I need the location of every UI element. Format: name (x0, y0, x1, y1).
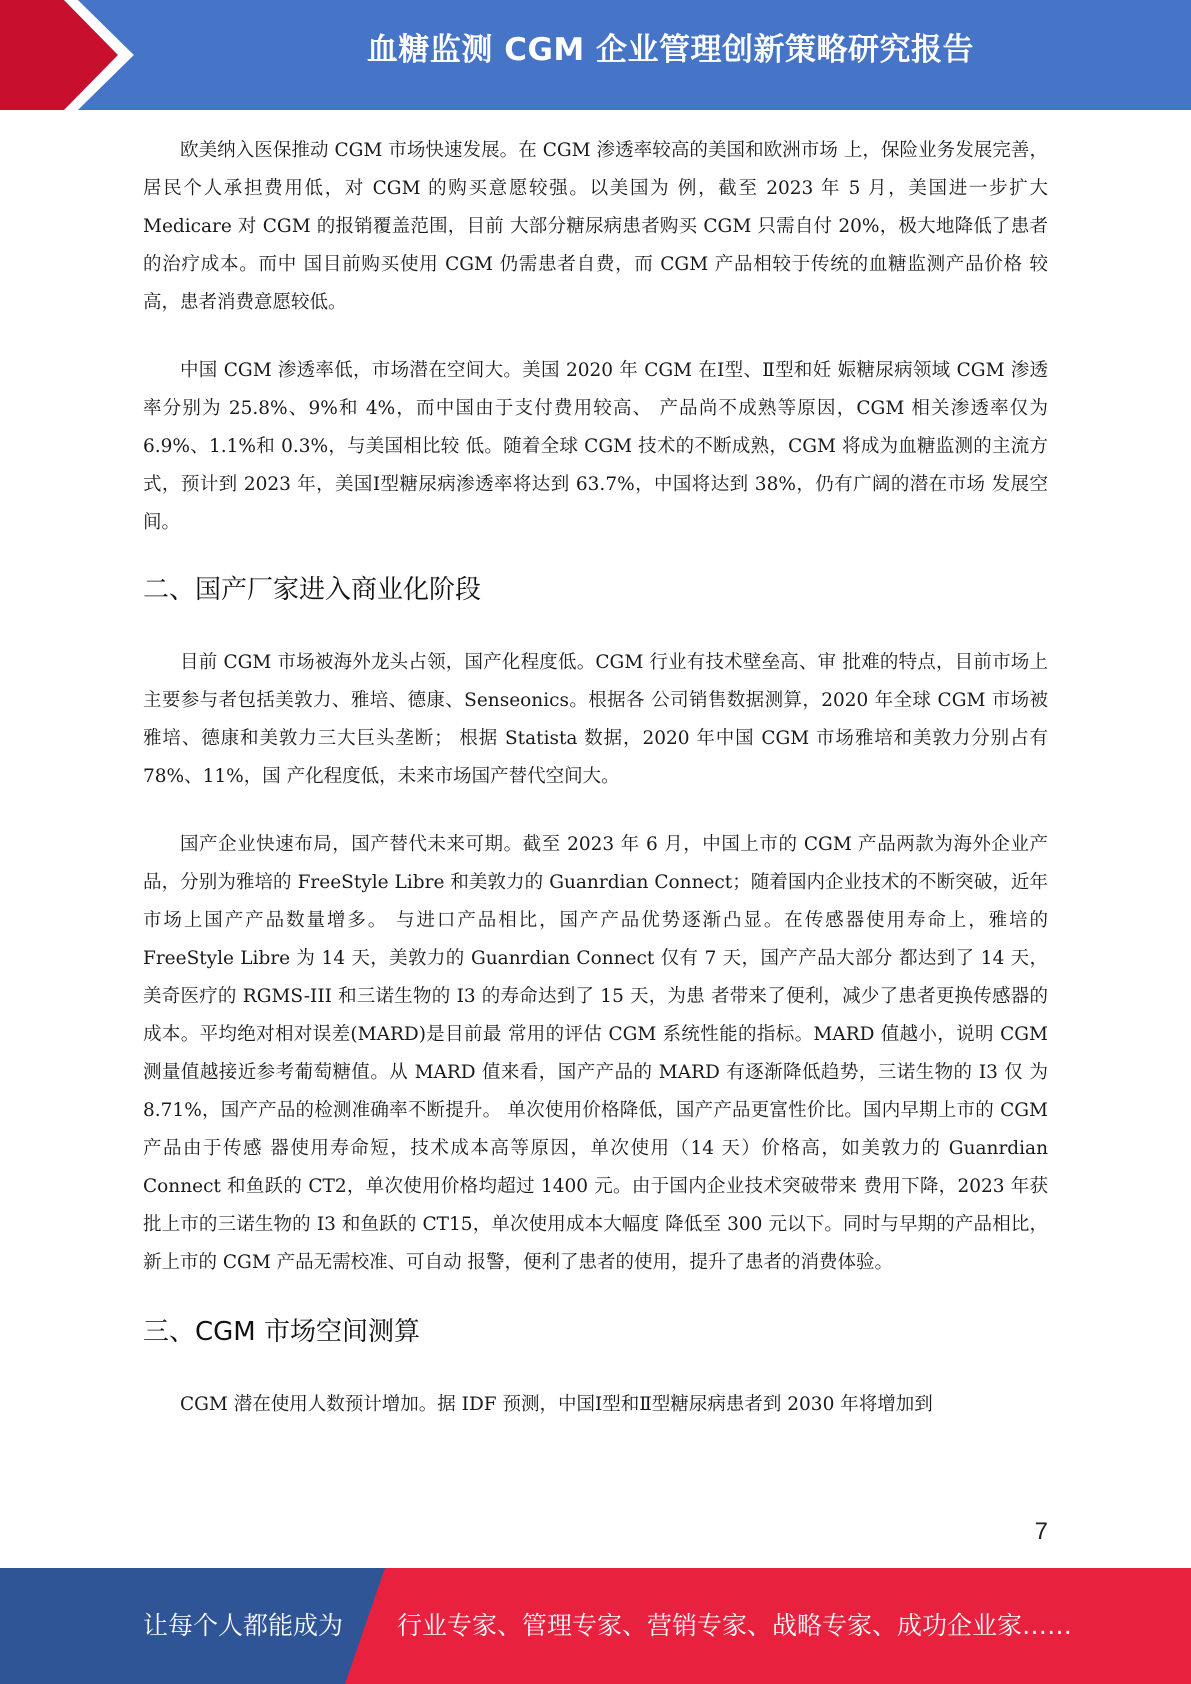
section-heading: 二、国产厂家进入商业化阶段 (143, 575, 482, 605)
paragraph: CGM 潜在使用人数预计增加。据 IDF 预测，中国Ⅰ型和Ⅱ型糖尿病患者到 2030 年将增加到 (180, 1394, 933, 1415)
section-heading: 三、CGM 市场空间测算 (143, 1317, 420, 1347)
header-arrow-decoration (0, 0, 150, 110)
page-footer (0, 1568, 1191, 1684)
footer-slogan-right: 行业专家、管理专家、营销专家、战略专家、成功企业家…… (397, 1611, 1073, 1640)
page-number: 7 (1034, 1518, 1048, 1545)
page-content (143, 132, 1048, 1424)
paragraph: 目前 CGM 市场被海外龙头占领，国产化程度低。CGM 行业有技术壁垒高、审 批难的特点，目前市场上主要参与者包括美敦力、雅培、德康、Senseonics。根据各 公司销售数据测算，2020 年全球 CGM 市场被雅培、德康和美敦力三大巨头垄断； 根据 Statista 数据，2020 年中国 CGM 市场雅培和美敦力分别占有 78%、11%，国 产化程度低，未来市场国产替代空间大。 (143, 652, 1048, 787)
footer-slogan-left: 让每个人都能成为 (143, 1611, 344, 1640)
paragraph: 中国 CGM 渗透率低，市场潜在空间大。美国 2020 年 CGM 在Ⅰ型、Ⅱ型和妊 娠糖尿病领域 CGM 渗透率分别为 25.8%、9%和 4%，而中国由于支付费用较高、 产品尚不成熟等原因，CGM 相关渗透率仅为 6.9%、1.1%和 0.3%，与美国相比较 低。随着全球 CGM 技术的不断成熟，CGM 将成为血糖监测的主流方式，预计到 2023 年，美国Ⅰ型糖尿病渗透率将达到 63.7%，中国将达到 38%，仍有广阔的潜在市场 发展空间。 (143, 360, 1048, 533)
report-title: 血糖监测 CGM 企业管理创新策略研究报告 (366, 32, 975, 68)
paragraph: 欧美纳入医保推动 CGM 市场快速发展。在 CGM 渗透率较高的美国和欧洲市场 上，保险业务发展完善，居民个人承担费用低，对 CGM 的购买意愿较强。以美国为 例，截至 2023 年 5 月，美国进一步扩大 Medicare 对 CGM 的报销覆盖范围，目前 大部分糖尿病患者购买 CGM 只需自付 20%，极大地降低了患者的治疗成本。而中 国目前购买使用 CGM 仍需患者自费，而 CGM 产品相较于传统的血糖监测产品价格 较高，患者消费意愿较低。 (143, 140, 1048, 313)
paragraph: 国产企业快速布局，国产替代未来可期。截至 2023 年 6 月，中国上市的 CGM 产品两款为海外企业产品，分别为雅培的 FreeStyle Libre 和美敦力的 Guanrdian Connect；随着国内企业技术的不断突破，近年市场上国产产品数量增多。 与进口产品相比，国产产品优势逐渐凸显。在传感器使用寿命上，雅培的 FreeStyle Libre 为 14 天，美敦力的 Guanrdian Connect 仅有 7 天，国产产品大部分 都达到了 14 天，美奇医疗的 RGMS-III 和三诺生物的 I3 的寿命达到了 15 天，为患 者带来了便利，减少了患者更换传感器的成本。平均绝对相对误差(MARD)是目前最 常用的评估 CGM 系统性能的指标。MARD 值越小，说明 CGM 测量值越接近参考葡萄糖值。从 MARD 值来看，国产产品的 MARD 有逐渐降低趋势，三诺生物的 I3 仅 为 8.71%，国产产品的检测准确率不断提升。 单次使用价格降低，国产产品更富性价比。国内早期上市的 CGM 产品由于传感 器使用寿命短，技术成本高等原因，单次使用（14 天）价格高，如美敦力的 Guanrdian Connect 和鱼跃的 CT2，单次使用价格均超过 1400 元。由于国内企业技术突破带来 费用下降，2023 年获批上市的三诺生物的 I3 和鱼跃的 CT15，单次使用成本大幅度 降低至 300 元以下。同时与早期的产品相比，新上市的 CGM 产品无需校准、可自动 报警，便利了患者的使用，提升了患者的消费体验。 (143, 834, 1048, 1273)
page-header (0, 0, 1191, 110)
